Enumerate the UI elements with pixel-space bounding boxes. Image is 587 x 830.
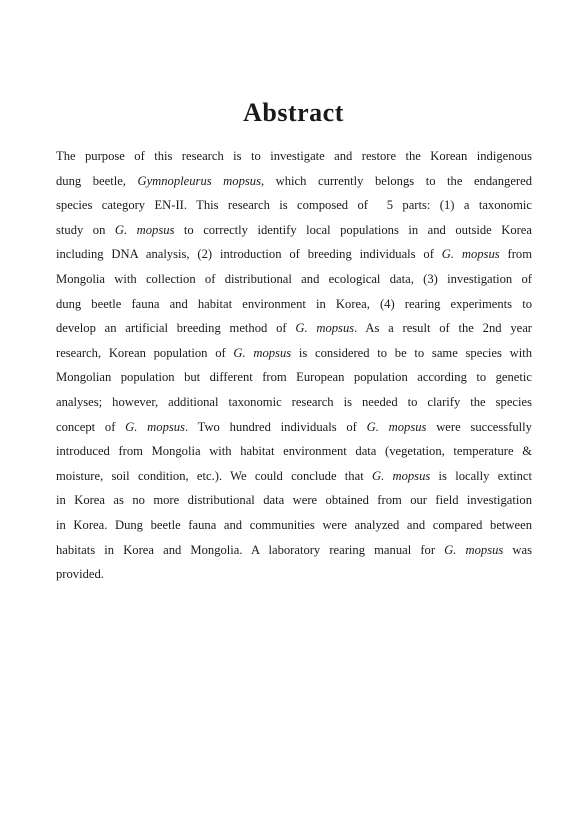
text-run: analyses; however, additional taxonomic research is needed to clarify the species [56, 394, 532, 409]
page-title: Abstract [243, 98, 344, 127]
text-run: Mongolian population but different from European population according to genetic [56, 370, 532, 385]
text-run: study on [56, 222, 115, 237]
text-run: from [499, 247, 532, 262]
species-name: Gymnopleurus mopsus [137, 173, 261, 188]
text-run: . Two hundred individuals of [184, 419, 367, 434]
text-run: in Korea as no more distributional data were obtained from our field investigation [56, 493, 532, 508]
abstract-line [56, 415, 532, 440]
text-run: is considered to be to same species with [291, 345, 532, 360]
species-name: G. mopsus [295, 321, 355, 336]
abstract-line [56, 218, 532, 243]
abstract-line [56, 488, 532, 513]
text-run: . As a result of the 2nd year [354, 321, 532, 336]
abstract-line [56, 242, 532, 267]
abstract-line [56, 538, 532, 563]
abstract-line [56, 513, 532, 538]
abstract-line [56, 193, 532, 218]
abstract-line [56, 316, 532, 341]
abstract-line [56, 341, 532, 366]
abstract-body [56, 144, 532, 587]
abstract-line [56, 562, 532, 587]
text-run: including DNA analysis, (2) introduction of breeding individuals of [56, 247, 442, 262]
text-run: was [503, 542, 532, 557]
abstract-line [56, 464, 532, 489]
species-name: G. mopsus [114, 222, 175, 237]
text-run: species category EN-II. This research is composed of 5 parts: (1) a taxonomic [56, 198, 532, 213]
species-name: G. mopsus [125, 419, 185, 434]
species-name: G. mopsus [441, 247, 500, 262]
text-run: were successfully [426, 419, 532, 434]
text-run: dung beetle, [56, 173, 138, 188]
text-run: Mongolia with collection of distributional and ecological data, (3) investigation of [56, 271, 532, 286]
abstract-line [56, 144, 532, 169]
text-run: develop an artificial breeding method of [56, 321, 296, 336]
abstract-line [56, 169, 532, 194]
abstract-line [56, 292, 532, 317]
text-run: dung beetle fauna and habitat environment in Korea, (4) rearing experiments to [56, 296, 532, 311]
text-run: is locally extinct [430, 468, 532, 483]
species-name: G. mopsus [371, 468, 431, 483]
text-run: moisture, soil condition, etc.). We could conclude that [56, 468, 372, 483]
abstract-line [56, 439, 532, 464]
species-name: G. mopsus [366, 419, 427, 434]
text-run: , which currently belongs to the endangered [260, 173, 532, 188]
text-run: research, Korean population of [56, 345, 234, 360]
species-name: G. mopsus [444, 542, 504, 557]
species-name: G. mopsus [233, 345, 292, 360]
text-run: introduced from Mongolia with habitat environment data (vegetation, temperature & [56, 444, 532, 459]
abstract-line [56, 390, 532, 415]
text-run: The purpose of this research is to investigate and restore the Korean indigenous [56, 149, 532, 163]
text-run: in Korea. Dung beetle fauna and communities were analyzed and compared between [56, 517, 532, 532]
text-run: habitats in Korea and Mongolia. A laboratory rearing manual for [56, 542, 445, 557]
text-run: provided. [56, 567, 104, 582]
abstract-line [56, 365, 532, 390]
abstract-line [56, 267, 532, 292]
text-run: to correctly identify local populations in and outside Korea [174, 222, 532, 237]
text-run: concept of [56, 419, 126, 434]
